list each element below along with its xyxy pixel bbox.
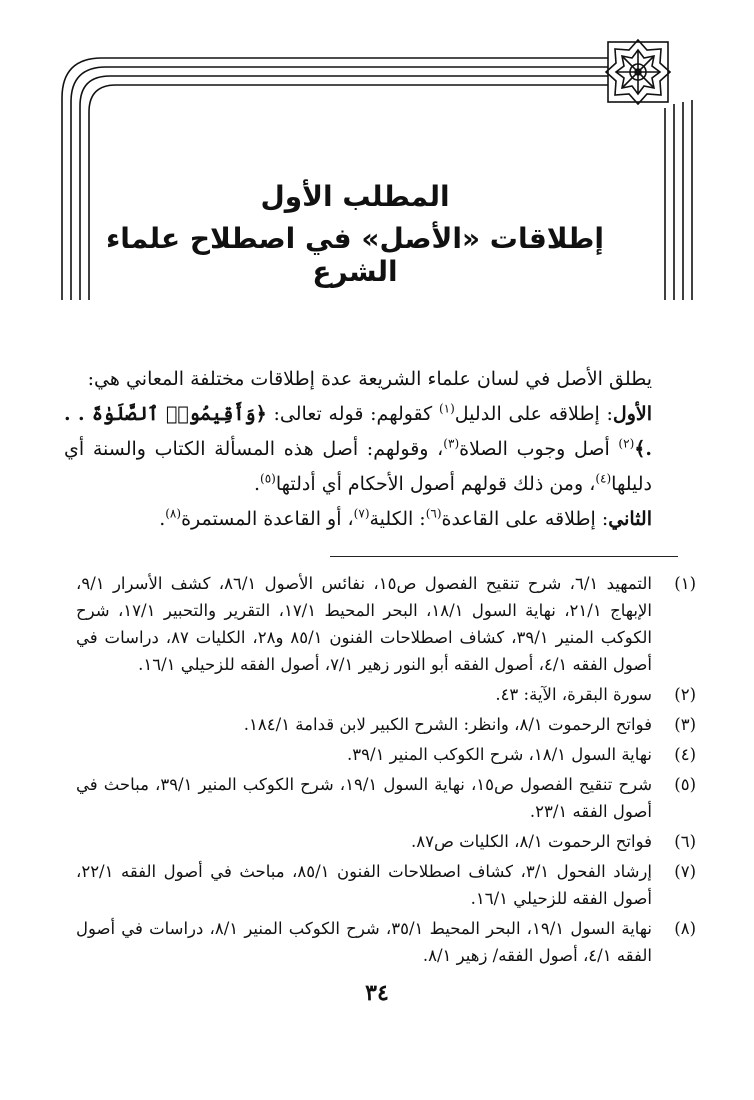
footnote-ref[interactable]: (٢): [618, 436, 635, 451]
first-meaning-paragraph: [64, 397, 674, 502]
footnote-text: فواتح الرحموت ٨/١، الكليات ص٨٧.: [410, 832, 652, 851]
footnote-text: شرح تنقيح الفصول ص١٥، نهاية السول ١٩/١، شرح الكوكب المنير ٣٩/١، مباحث في أصول الفقه ٢٣/١.: [76, 775, 653, 821]
footnote-item: [76, 741, 696, 768]
section-title: المطلب الأول: [260, 180, 450, 213]
section-subtitle: إطلاقات «الأصل» في اصطلاح علماء الشرع: [105, 222, 605, 288]
footnote-text: فواتح الرحموت ٨/١، وانظر: الشرح الكبير لابن قدامة ١٨٤/١.: [243, 715, 652, 734]
footnote-ref[interactable]: (٨): [165, 506, 182, 521]
footnote-number: (٤): [674, 745, 696, 764]
first-text: أصل وجوب الصلاة: [459, 438, 619, 460]
footnote-item: [76, 681, 696, 708]
intro-lead: يطلق الأصل في لسان علماء الشريعة عدة إطلاقات مختلفة المعاني هي:: [87, 368, 652, 390]
first-text: .: [253, 473, 261, 495]
second-text: : إطلاقه على القاعدة: [441, 508, 609, 530]
footnote-text: نهاية السول ١٩/١، البحر المحيط ٣٥/١، شرح الكوكب المنير ٨/١، دراسات في أصول الفقه ٤/١، أصول الفقه/ زهير ٨/١.: [76, 919, 653, 965]
footnote-ref[interactable]: (٦): [425, 506, 442, 521]
second-text: : الكلية: [369, 508, 426, 530]
footnote-number: (٦): [674, 832, 696, 851]
footnote-item: [76, 570, 696, 678]
footnote-text: التمهيد ٦/١، شرح تنقيح الفصول ص١٥، نفائس الأصول ٨٦/١، كشف الأسرار ٩/١، الإبهاج ٢١/١، نهاية السول ١٨/١، البحر المحيط ١٧/١، التقرير والتحبير ١٧/١، شرح الكوكب المنير ٣٩/١، كشاف اصطلاحات الفنون ٨٥/١ و٢٨، الكليات ٨٧، دراسات في أصول الفقه ٤/١، أصول الفقه أبو النور زهير ٧/١، أصول الفقه للزحيلي ١٦/١.: [76, 574, 653, 674]
footnote-number: (٧): [674, 862, 696, 881]
second-text: .: [159, 508, 166, 530]
footnote-divider: [330, 556, 678, 557]
first-label: الأول: [612, 403, 652, 425]
footnote-ref[interactable]: (٤): [595, 471, 612, 486]
ornament-icon: [606, 40, 670, 104]
footnote-number: (٥): [674, 775, 696, 794]
first-text: : إطلاقه على الدليل: [454, 403, 613, 425]
footnote-number: (١): [674, 574, 696, 593]
footnote-item: [76, 771, 696, 825]
footnote-ref[interactable]: (٥): [260, 471, 276, 486]
footnote-text: نهاية السول ١٨/١، شرح الكوكب المنير ٣٩/١.: [347, 745, 652, 764]
footnote-item: [76, 915, 696, 969]
footnote-ref[interactable]: (٣): [443, 436, 460, 451]
second-label: الثاني: [608, 508, 652, 530]
footnote-number: (٢): [674, 685, 696, 704]
footnote-ref[interactable]: (١): [438, 401, 455, 416]
footnote-number: (٣): [674, 715, 696, 734]
footnotes-list: [76, 570, 696, 972]
quran-verse: ﴿وَأَقِيمُوا۟ ٱلصَّلَوٰةَ . . .﴾: [64, 403, 652, 460]
first-text: ، وقولهم: أصل هذه المسألة الكتاب والسنة أي دليلها: [64, 438, 652, 495]
second-meaning-paragraph: [64, 502, 674, 537]
first-text: ، ومن ذلك قولهم أصول الأحكام أي أدلتها: [275, 473, 596, 495]
footnote-number: (٨): [674, 919, 696, 938]
body-text: [64, 362, 674, 537]
second-text: ، أو القاعدة المستمرة: [181, 508, 354, 530]
first-text: كقولهم: قوله تعالى:: [266, 403, 439, 425]
footnote-item: [76, 858, 696, 912]
footnote-text: إرشاد الفحول ٣/١، كشاف اصطلاحات الفنون ٨٥/١، مباحث في أصول الفقه ٢٢/١، أصول الفقه للزحيلي ١٦/١.: [76, 862, 652, 908]
footnote-item: [76, 711, 696, 738]
page-number: ٣٤: [365, 980, 389, 1006]
footnote-item: [76, 828, 696, 855]
footnote-text: سورة البقرة، الآية: ٤٣.: [495, 685, 652, 704]
footnote-ref[interactable]: (٧): [353, 506, 370, 521]
